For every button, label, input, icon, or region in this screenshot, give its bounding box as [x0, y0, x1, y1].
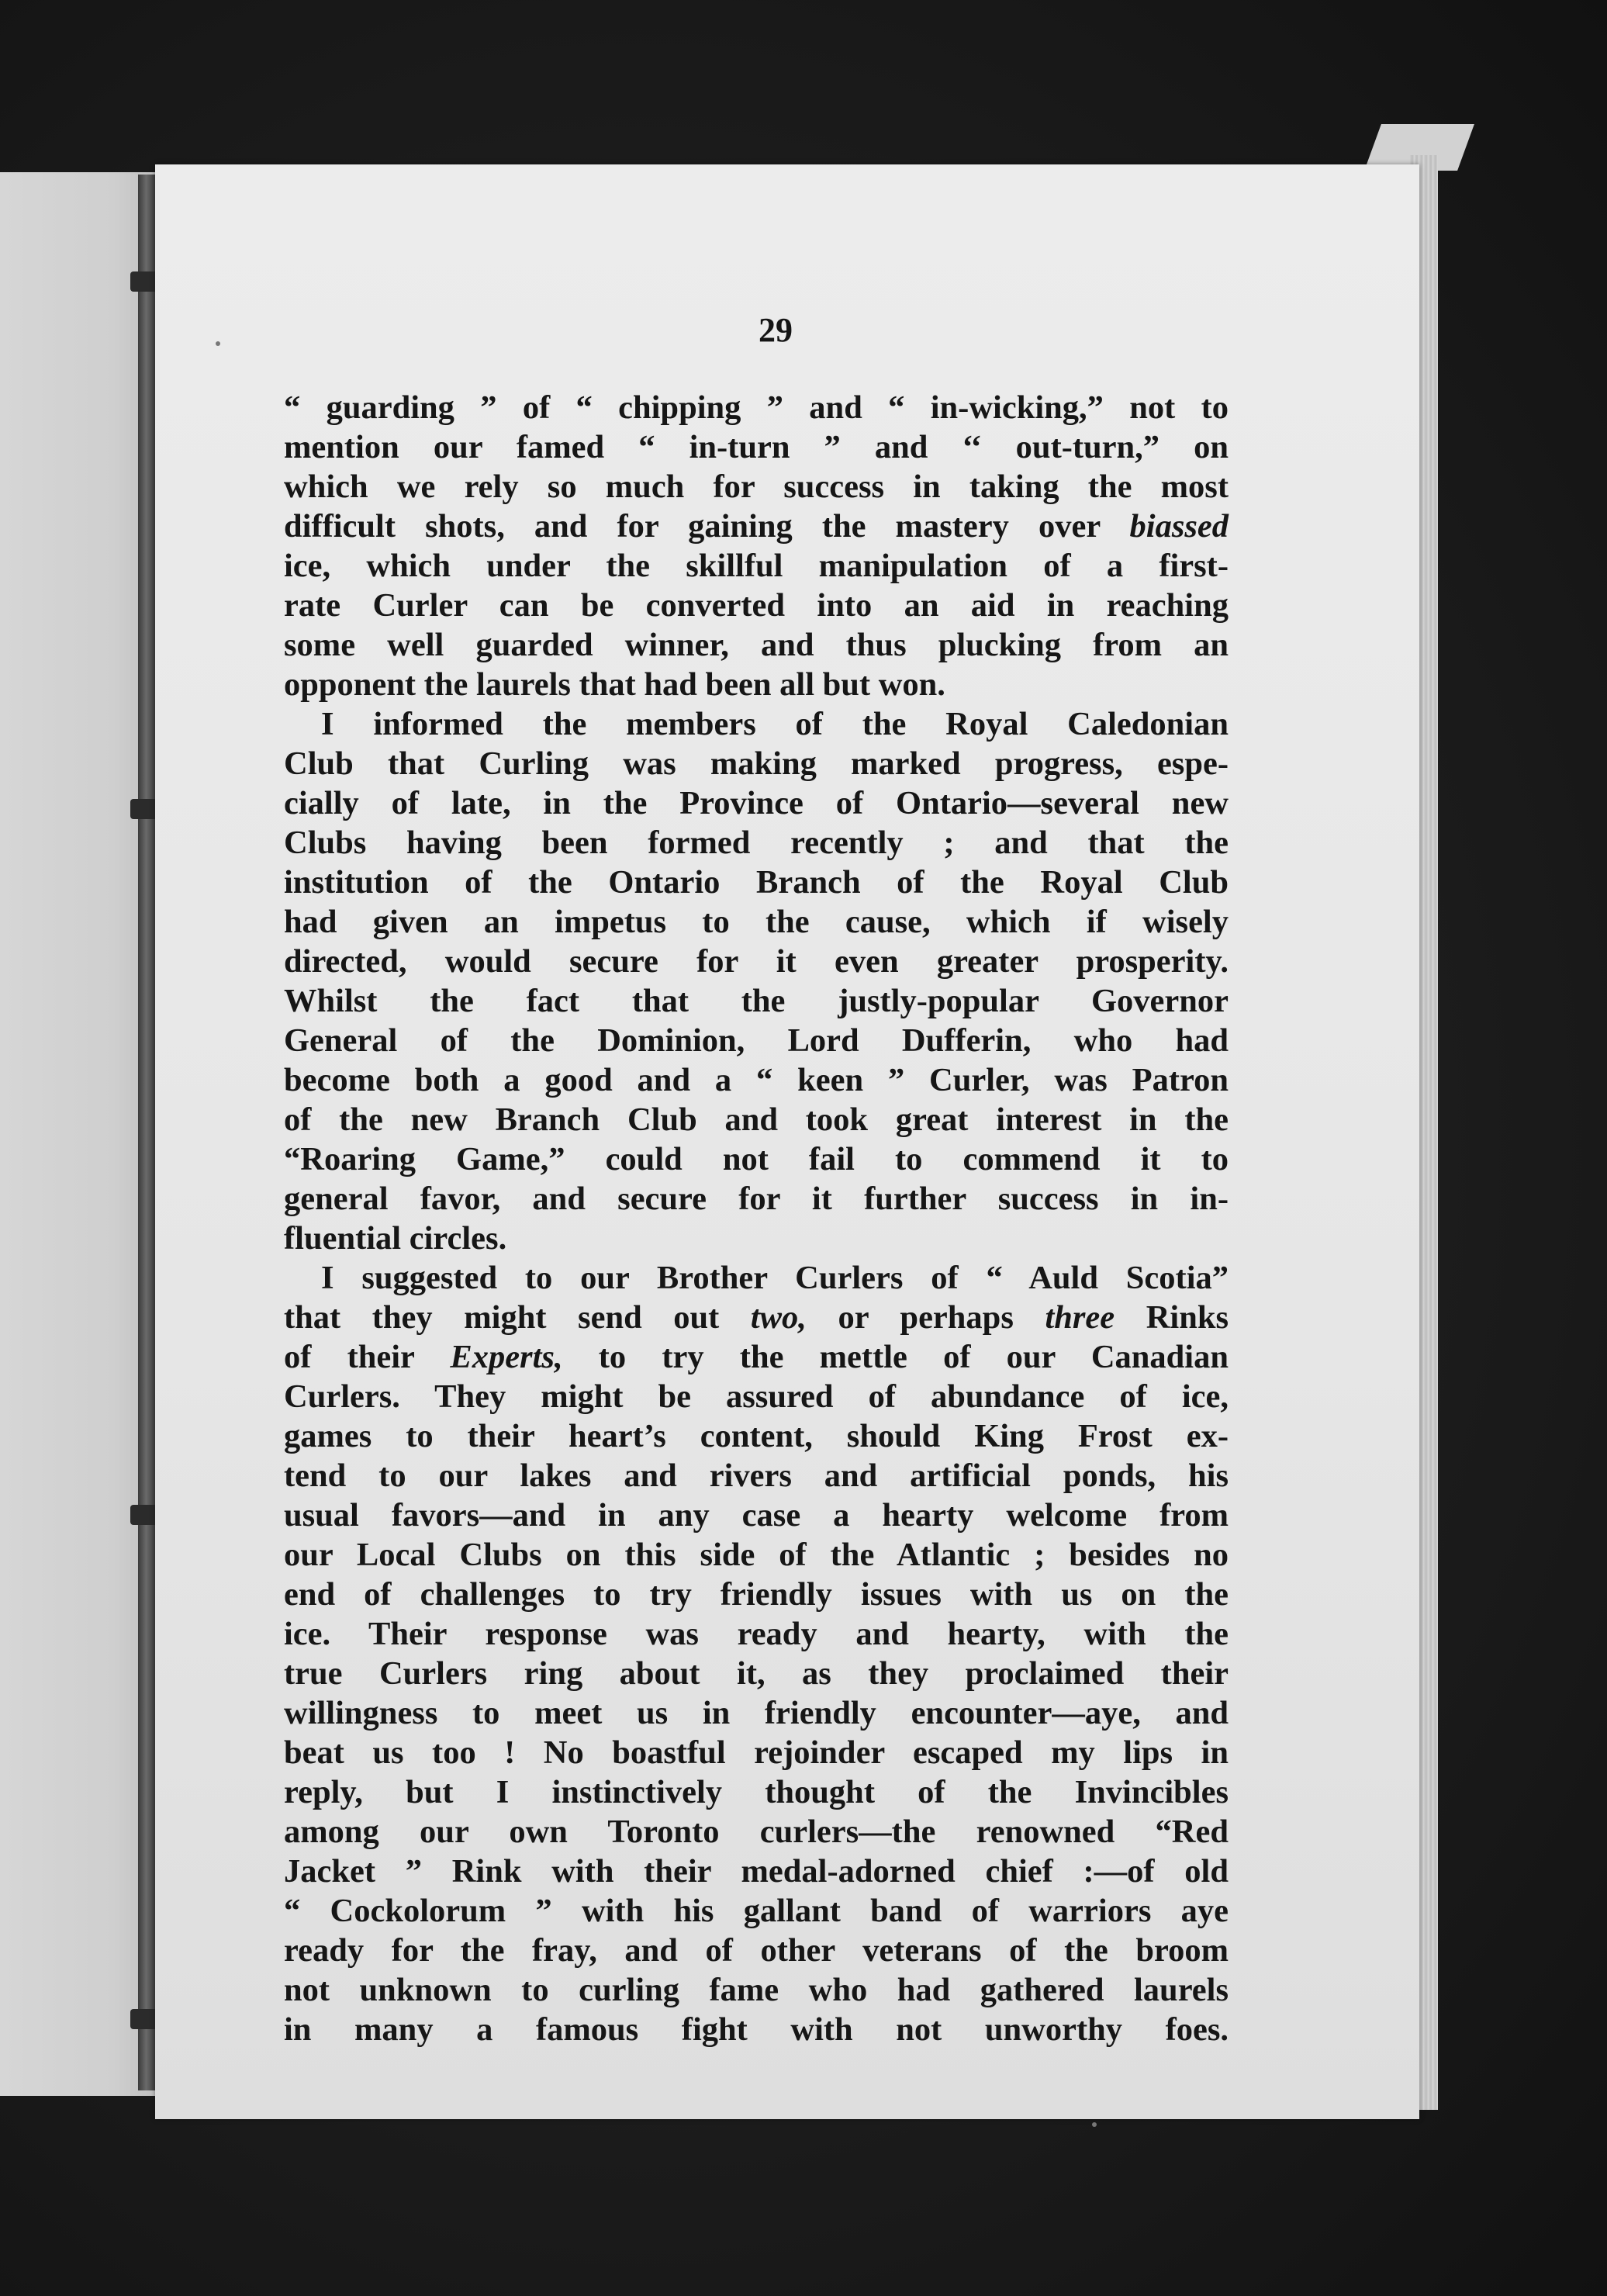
text-line	[284, 507, 1229, 546]
text-line: tend to our lakes and rivers and artificial ponds, his	[284, 1457, 1229, 1494]
text-line: general favor, and secure for it further success in in-	[284, 1181, 1229, 1217]
speck	[1092, 2122, 1097, 2127]
text-line: Club that Curling was making marked progress, espe-	[284, 745, 1229, 782]
text-line: beat us too ! No boastful rejoinder escaped my lips in	[284, 1734, 1229, 1771]
text-line	[284, 1337, 1229, 1377]
text-line: true Curlers ring about it, as they proclaimed their	[284, 1655, 1229, 1692]
text-segment: to try the mettle of our Canadian	[598, 1339, 1229, 1375]
text-segment: or perhaps	[838, 1299, 1014, 1336]
text-line: ice. Their response was ready and hearty, with the	[284, 1616, 1229, 1652]
text-line: General of the Dominion, Lord Dufferin, who had	[284, 1022, 1229, 1059]
page-number: 29	[759, 311, 793, 349]
text-segment: Rinks	[1146, 1299, 1229, 1336]
body-text	[284, 388, 1229, 2049]
italic-word: three	[1045, 1299, 1115, 1336]
text-line: become both a good and a “ keen ” Curler, was Patron	[284, 1062, 1229, 1098]
text-line: “Roaring Game,” could not fail to commend it to	[284, 1141, 1229, 1177]
text-line: opponent the laurels that had been all but won.	[284, 666, 945, 703]
text-line: Clubs having been formed recently ; and that the	[284, 825, 1229, 861]
text-line: which we rely so much for success in taking the most	[284, 469, 1229, 505]
text-line: our Local Clubs on this side of the Atlantic ; besides no	[284, 1537, 1229, 1573]
text-line: cially of late, in the Province of Ontario—several new	[284, 785, 1229, 821]
text-line: ready for the fray, and of other veterans of the broom	[284, 1932, 1229, 1969]
speck	[216, 341, 220, 346]
text-line: Whilst the fact that the justly-popular Governor	[284, 983, 1229, 1019]
text-line: not unknown to curling fame who had gathered laurels	[284, 1972, 1229, 2008]
text-line: Jacket ” Rink with their medal-adorned chief :—of old	[284, 1853, 1229, 1890]
text-line: reply, but I instinctively thought of the Invincibles	[284, 1774, 1229, 1810]
text-line: some well guarded winner, and thus plucking from an	[284, 627, 1229, 663]
text-line: end of challenges to try friendly issues with us on the	[284, 1576, 1229, 1613]
text-line: directed, would secure for it even greater prosperity.	[284, 943, 1229, 980]
text-line: willingness to meet us in friendly encounter—aye, and	[284, 1695, 1229, 1731]
text-line: “ guarding ” of “ chipping ” and “ in-wicking,” not to	[284, 389, 1229, 426]
text-line: I suggested to our Brother Curlers of “ Auld Scotia”	[321, 1260, 1229, 1296]
italic-word: Experts,	[450, 1339, 563, 1375]
text-line	[284, 1298, 1229, 1337]
text-line: Curlers. They might be assured of abundance of ice,	[284, 1378, 1229, 1415]
text-line: games to their heart’s content, should King Frost ex-	[284, 1418, 1229, 1454]
text-line: of the new Branch Club and took great interest in the	[284, 1101, 1229, 1138]
text-line: I informed the members of the Royal Caledonian	[321, 706, 1229, 742]
text-line: rate Curler can be converted into an aid in reaching	[284, 587, 1229, 624]
text-line: usual favors—and in any case a hearty welcome from	[284, 1497, 1229, 1534]
italic-word: two,	[750, 1299, 807, 1336]
text-line: institution of the Ontario Branch of the Royal Club	[284, 864, 1229, 901]
text-line: among our own Toronto curlers—the renowned “Red	[284, 1814, 1229, 1850]
text-line: ice, which under the skillful manipulation of a first-	[284, 548, 1229, 584]
text-segment: that they might send out	[284, 1299, 720, 1336]
text-line: had given an impetus to the cause, which if wisely	[284, 904, 1229, 940]
text-line: mention our famed “ in-turn ” and ‘‘ out-turn,” on	[284, 429, 1229, 465]
italic-word: biassed	[1129, 508, 1229, 545]
text-segment: difficult shots, and for gaining the mastery over	[284, 508, 1101, 545]
text-line: in many a famous fight with not unworthy foes.	[284, 2011, 1229, 2048]
text-segment: of their	[284, 1339, 415, 1375]
text-line: fluential circles.	[284, 1220, 507, 1257]
text-line: “ Cockolorum ” with his gallant band of warriors aye	[284, 1893, 1229, 1929]
